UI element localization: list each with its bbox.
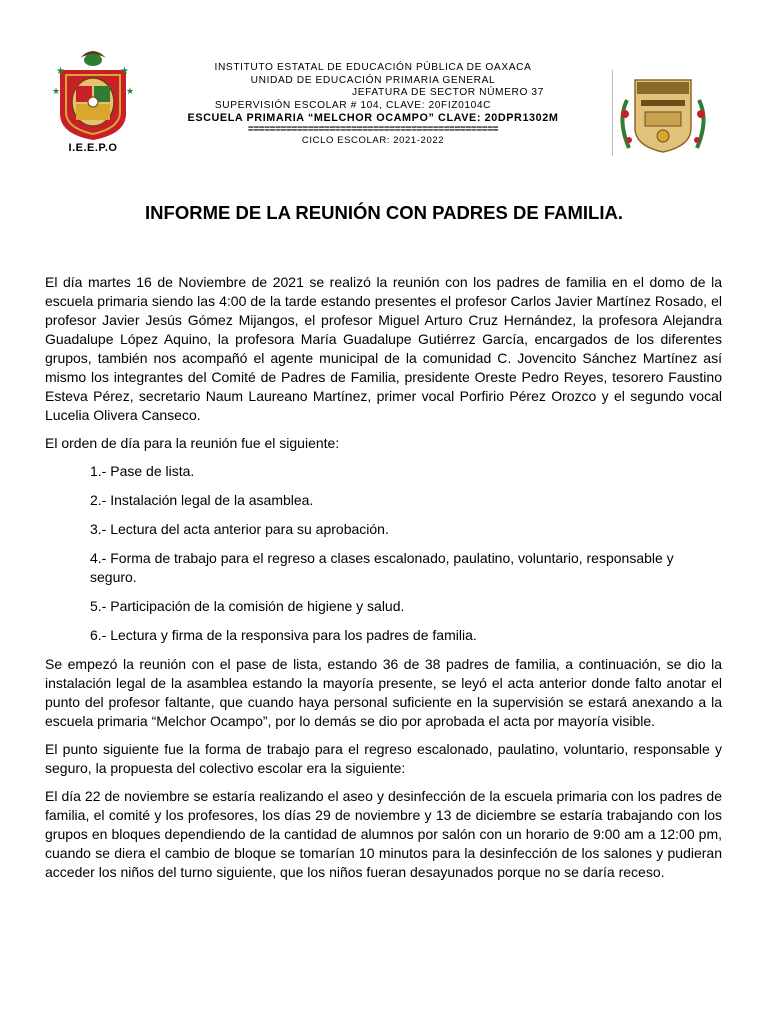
agenda-item: 2.- Instalación legal de la asamblea.	[90, 492, 314, 508]
page-title: INFORME DE LA REUNIÓN CON PADRES DE FAMILIA.	[145, 202, 623, 223]
paragraph-work-plan: El día 22 de noviembre se estaría realizando el aseo y desinfección de la escuela primaria con los padres de familia, el comité y los profesores, los días 29 de noviembre y 13 de diciembre se estaría trabajando con los grupos en bloques dependiendo de la cantidad de alumnos por salón con un horario de 9:00 am a 12:00 pm, cuando se diera el cambio de bloque se tomarían 10 minutos para la desinfección de los salones y pudieran acceder los niños del turno siguiente, que los niños fueran desayunados porque no se daría receso.	[45, 788, 722, 880]
agenda-item: 6.- Lectura y firma de la responsiva para los padres de familia.	[90, 627, 477, 643]
agenda-item: 5.- Participación de la comisión de higiene y salud.	[90, 598, 405, 614]
header-separator: ==============================================	[247, 123, 499, 135]
paragraph-meeting-start: Se empezó la reunión con el pase de lista, estando 36 de 38 padres de familia, a continuación, se dio la instalación legal de la asamblea estando la mayoría presente, se leyó el acta anterior donde falto anotar el punto del profesor faltante, que cuando haya personal suficiente en la supervisión se estará anexando a la escuela primaria “Melchor Ocampo”, por lo demás se dio por aprobada el acta por mayoría visible.	[45, 656, 722, 729]
ieepo-logo	[50, 44, 136, 158]
oaxaca-seal-icon	[50, 44, 136, 142]
supervision-badge-icon	[613, 70, 713, 156]
supervision-logo	[612, 70, 713, 156]
svg-text:★: ★	[52, 87, 61, 97]
institute-name: INSTITUTO ESTATAL DE EDUCACIÓN PÚBLICA DE OAXACA	[214, 62, 532, 73]
agenda-list	[45, 462, 722, 645]
svg-text:★: ★	[120, 66, 129, 77]
jefatura-line: JEFATURA DE SECTOR NÚMERO 37	[352, 87, 544, 98]
agenda-item: 4.- Forma de trabajo para el regreso a clases escalonado, paulatino, voluntario, responsable y seguro.	[90, 550, 674, 585]
school-cycle: CICLO ESCOLAR: 2021-2022	[301, 134, 445, 146]
svg-text:★: ★	[126, 87, 135, 97]
svg-text:★: ★	[56, 66, 65, 77]
paragraph-work-plan-intro: El punto siguiente fue la forma de trabajo para el regreso escalonado, paulatino, voluntario, responsable y seguro, la propuesta del colectivo escolar era la siguiente:	[45, 741, 722, 776]
ieepo-caption: I.E.E.P.O	[68, 142, 118, 154]
paragraph-attendance: El día martes 16 de Noviembre de 2021 se realizó la reunión con los padres de familia en el domo de la escuela primaria siendo las 4:00 de la tarde estando presentes el profesor Carlos Javier Martínez Rosado, el profesor Javier Jesús Gómez Mijangos, el profesor Miguel Arturo Cruz Hernández, la profesora Alejandra Guadalupe López Aquino, la profesora María Guadalupe Gutiérrez García, encargados de los diferentes grupos, también nos acompañó el agente municipal de la comunidad C. Jovencito Sánchez Martínez así mismo los integrantes del Comité de Padres de Familia, presidente Oreste Pedro Reyes, tesorero Faustino Esteva Pérez, secretario Naum Laureano Martínez, primer vocal Porfirio Pérez Orozco y el segundo vocal Lucelia Olivera Canseco.	[45, 274, 722, 423]
paragraph-agenda-intro: El orden de día para la reunión fue el siguiente:	[45, 435, 340, 451]
school-name: ESCUELA PRIMARIA “MELCHOR OCAMPO” CLAVE: 20DPR1302M	[187, 112, 559, 124]
supervision-line: SUPERVISIÓN ESCOLAR # 104, CLAVE: 20FIZ0104C	[214, 99, 492, 111]
agenda-item: 1.- Pase de lista.	[90, 463, 195, 479]
agenda-item: 3.- Lectura del acta anterior para su aprobación.	[90, 521, 389, 537]
letterhead	[140, 62, 606, 147]
unit-name: UNIDAD DE EDUCACIÓN PRIMARIA GENERAL	[250, 74, 496, 86]
report-body	[45, 273, 722, 891]
